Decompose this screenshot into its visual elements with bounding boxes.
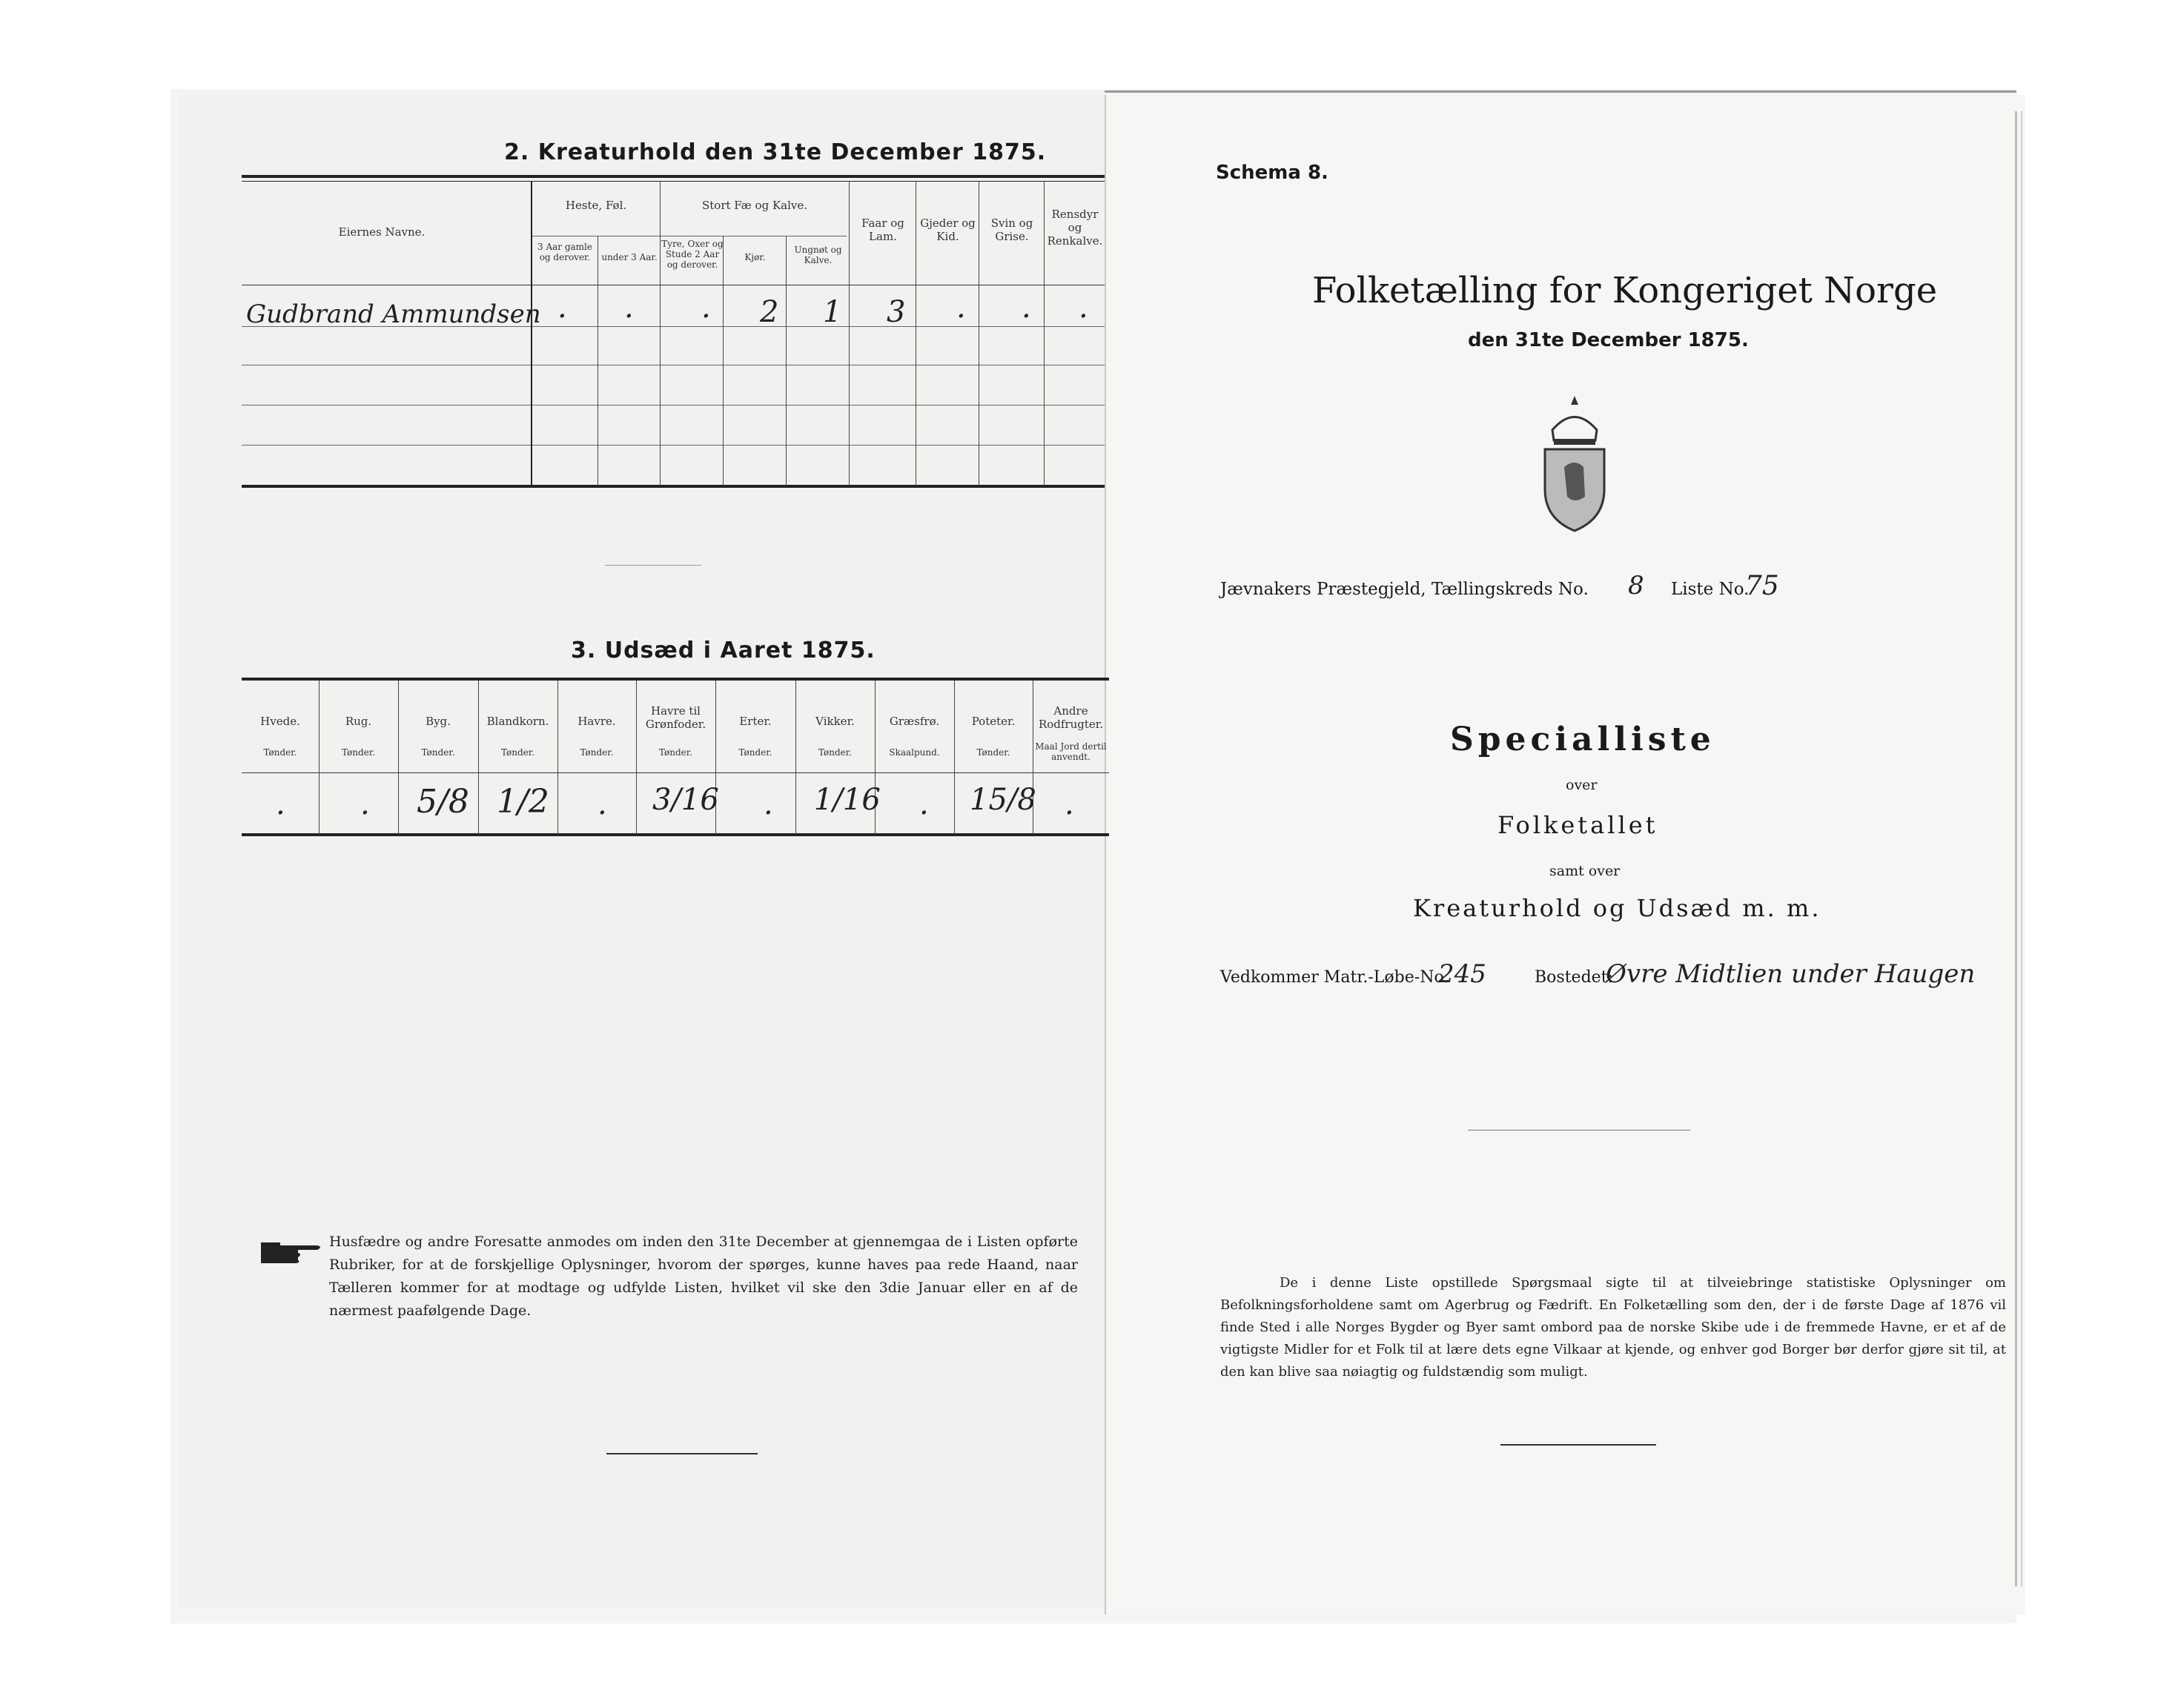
page-edge	[2021, 111, 2022, 1586]
stort-fae-header: Stort Fæ og Kalve.	[701, 199, 808, 212]
seed-unit: Tønder.	[263, 747, 297, 758]
liste-number: 75	[1745, 571, 1779, 601]
norwegian-lion-crest-icon	[1538, 393, 1612, 534]
cell-value: .	[624, 291, 634, 325]
rensdyr-header: Rensdyr og Renkalve.	[1047, 208, 1103, 248]
right-page	[1105, 95, 2025, 1615]
page-edge	[1105, 90, 2016, 93]
seed-value: 15/8	[970, 783, 1036, 817]
specialliste-heading: Specialliste	[1450, 721, 1715, 758]
stort-col-b: Kjør.	[744, 252, 766, 262]
seed-value: 3/16	[652, 783, 719, 817]
seed-value: 1/2	[497, 783, 549, 821]
page-edge	[2015, 111, 2017, 1586]
district-label: Jævnakers Præstegjeld, Tællingskreds No.	[1220, 580, 1589, 599]
seed-unit: Tønder.	[341, 747, 376, 758]
owner-column-header: Eiernes Navne.	[338, 225, 426, 239]
owner-name: Gudbrand Ammundsen	[246, 299, 541, 329]
svin-header: Svin og Grise.	[990, 216, 1033, 243]
heste-col-b: under 3 Aar.	[601, 252, 658, 262]
cell-value: 2	[760, 295, 779, 329]
seed-value: .	[360, 787, 370, 821]
cell-value: .	[956, 291, 966, 325]
cell-value: .	[557, 291, 567, 325]
seed-unit: Tønder.	[580, 747, 614, 758]
matr-number: 245	[1438, 959, 1486, 989]
footer-text: De i denne Liste opstillede Spørgsmaal sigte til at tilveiebringe statistiske Oplysninger om Befolkningsforholdene samt om Agerbrug og Fædrift. En Folketælling som den, der i de første Dage af 1876 vil finde Sted i alle Norges Bygder og Byer samt ombord paa de norske Skibe ude i de fremmede Havne, er et af de vigtigste Midler for et Folk til at lære dets egne Vilkaar at kjende, og enhver god Borger bør derfor gjøre sit til, at den kan blive saa nøiagtig og fuldstændig som muligt.	[1220, 1275, 2006, 1380]
seed-unit: Tønder.	[818, 747, 853, 758]
samt-over-label: samt over	[1549, 863, 1621, 879]
seed-unit: Tønder.	[976, 747, 1010, 758]
seed-value: .	[598, 787, 607, 821]
cell-value: 3	[887, 295, 906, 329]
notice-text: Husfædre og andre Foresatte anmodes om inden den 31te December at gjennemgaa de i Listen opførte Rubriker, for at de forskjellige Oplysninger, hvorom der spørges, kunne haves paa rede Haand, naar Tælleren kommer for at modtage og udfylde Listen, hvilket vil ske den 3die Januar eller en af de nærmest paafølgende Dage.	[329, 1234, 1078, 1319]
divider	[1500, 1444, 1656, 1446]
seed-header: Rug.	[345, 715, 372, 728]
schema-label: Schema 8.	[1216, 162, 1328, 184]
over-label: over	[1566, 777, 1598, 793]
stort-col-a: Tyre, Oxer og Stude 2 Aar og derover.	[661, 239, 724, 270]
seed-value: .	[276, 787, 285, 821]
seed-header: Vikker.	[815, 715, 855, 728]
seed-header: Erter.	[739, 715, 772, 728]
divider	[605, 565, 701, 566]
gjeder-header: Gjeder og Kid.	[920, 216, 976, 243]
stort-col-c: Ungnøt og Kalve.	[794, 245, 842, 265]
heste-header: Heste, Føl.	[565, 199, 627, 212]
seed-header: Havre til Grønfoder.	[645, 704, 706, 731]
bosted-value: Øvre Midtlien under Haugen	[1606, 959, 1976, 989]
seed-unit: Tønder.	[738, 747, 772, 758]
seed-header: Andre Rodfrugter.	[1038, 704, 1104, 731]
liste-label: Liste No.	[1671, 580, 1750, 599]
seed-header: Havre.	[577, 715, 616, 728]
divider	[1468, 1130, 1690, 1131]
cell-value: .	[701, 291, 711, 325]
seed-header: Blandkorn.	[486, 715, 549, 728]
matr-label: Vedkommer Matr.-Løbe-No.	[1220, 968, 1449, 987]
seed-value: 5/8	[417, 783, 469, 821]
census-title: Folketælling for Kongeriget Norge	[1312, 270, 1938, 311]
cell-value: .	[1079, 291, 1088, 325]
kreaturhold-heading: Kreaturhold og Udsæd m. m.	[1413, 894, 1821, 922]
seed-unit: Skaalpund.	[889, 747, 940, 758]
pointing-hand-icon	[259, 1238, 325, 1268]
divider	[606, 1453, 758, 1454]
district-number: 8	[1628, 571, 1644, 600]
cell-value: 1	[823, 295, 842, 329]
seed-header: Byg.	[426, 715, 451, 728]
seed-header: Græsfrø.	[889, 715, 940, 728]
seed-unit: Tønder.	[421, 747, 455, 758]
seed-unit: Maal Jord dertil anvendt.	[1035, 741, 1107, 762]
seed-value: .	[764, 787, 773, 821]
section3-title: 3. Udsæd i Aaret 1875.	[571, 638, 876, 663]
seed-unit: Tønder.	[658, 747, 693, 758]
seed-unit: Tønder.	[500, 747, 535, 758]
folketallet-heading: Folketallet	[1497, 811, 1658, 839]
seed-value: .	[1065, 787, 1074, 821]
cell-value: .	[1022, 291, 1031, 325]
faar-header: Faar og Lam.	[861, 216, 904, 243]
seed-value: 1/16	[814, 783, 881, 817]
section2-title: 2. Kreaturhold den 31te December 1875.	[504, 139, 1047, 165]
seed-header: Hvede.	[260, 715, 300, 728]
heste-col-a: 3 Aar gamle og derover.	[537, 242, 592, 262]
seed-value: .	[919, 787, 929, 821]
census-subtitle: den 31te December 1875.	[1468, 329, 1749, 351]
seed-header: Poteter.	[971, 715, 1016, 728]
bosted-label: Bostedet:	[1535, 968, 1613, 987]
